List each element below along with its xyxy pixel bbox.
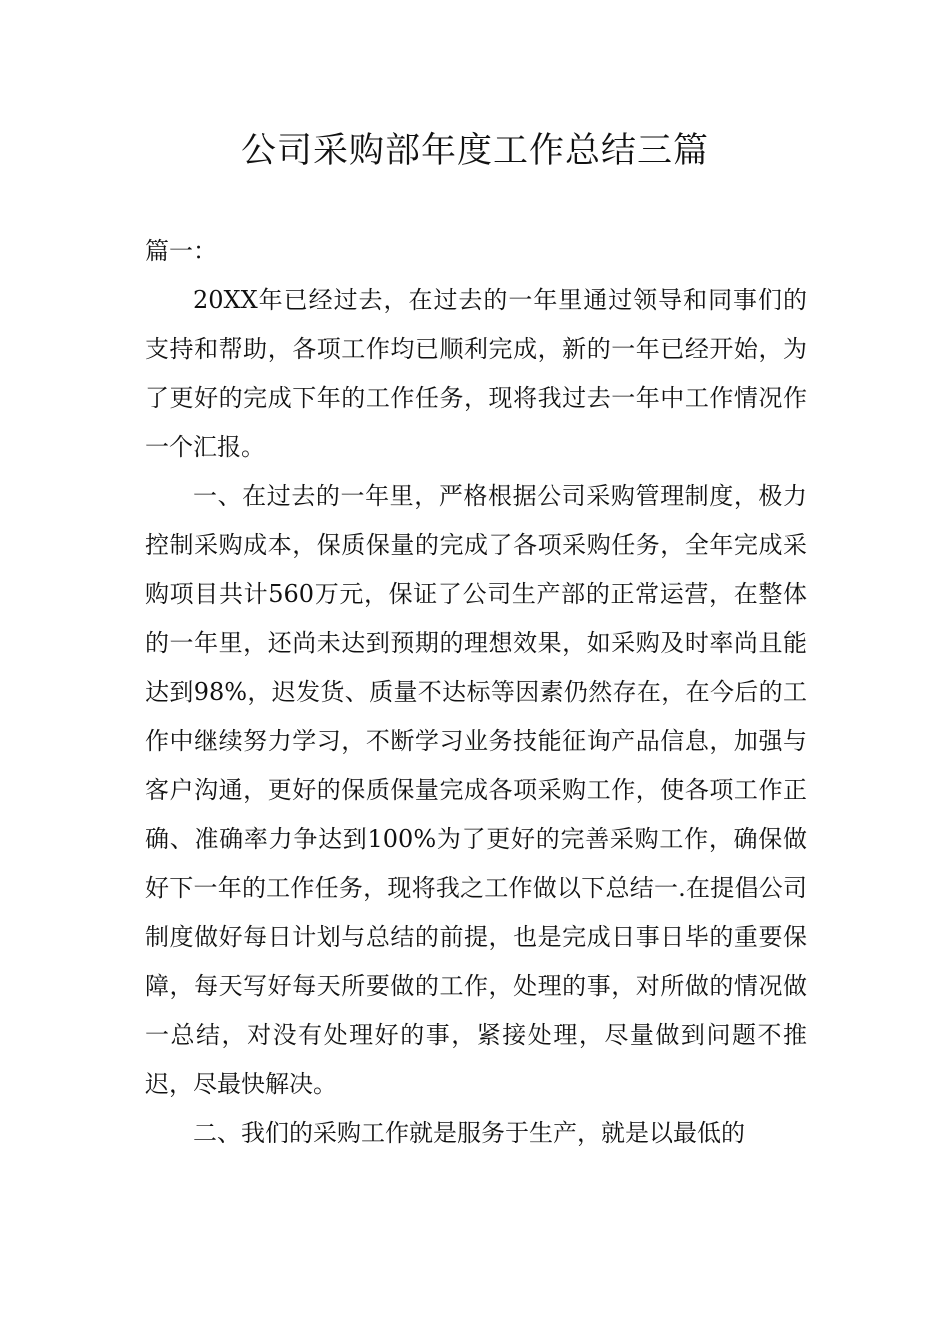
section-label: 篇一： bbox=[145, 237, 217, 265]
document-title: 公司采购部年度工作总结三篇 bbox=[240, 131, 709, 171]
document-body bbox=[145, 227, 807, 1158]
paragraph: 一、在过去的一年里，严格根据公司采购管理制度，极力控制采购成本，保质保量的完成了各项采购任务，全年完成采购项目共计560万元，保证了公司生产部的正常运营，在整体的一年里，还尚未达到预期的理想效果，如采购及时率尚且能达到98%，迟发货、质量不达标等因素仍然存在，在今后的工作中继续努力学习，不断学习业务技能征询产品信息，加强与客户沟通，更好的保质保量完成各项采购工作，使各项工作正确、准确率力争达到100%为了更好的完善采购工作，确保做好下一年的工作任务，现将我之工作做以下总结一.在提倡公司制度做好每日计划与总结的前提，也是完成日事日毕的重要保障，每天写好每天所要做的工作，处理的事，对所做的情况做一总结，对没有处理好的事，紧接处理，尽量做到问题不推迟，尽最快解决。 bbox=[145, 482, 807, 1098]
paragraph: 20XX年已经过去，在过去的一年里通过领导和同事们的支持和帮助，各项工作均已顺利完成，新的一年已经开始，为了更好的完成下年的工作任务，现将我过去一年中工作情况作一个汇报。 bbox=[145, 286, 807, 461]
paragraph: 二、我们的采购工作就是服务于生产，就是以最低的 bbox=[193, 1119, 745, 1147]
